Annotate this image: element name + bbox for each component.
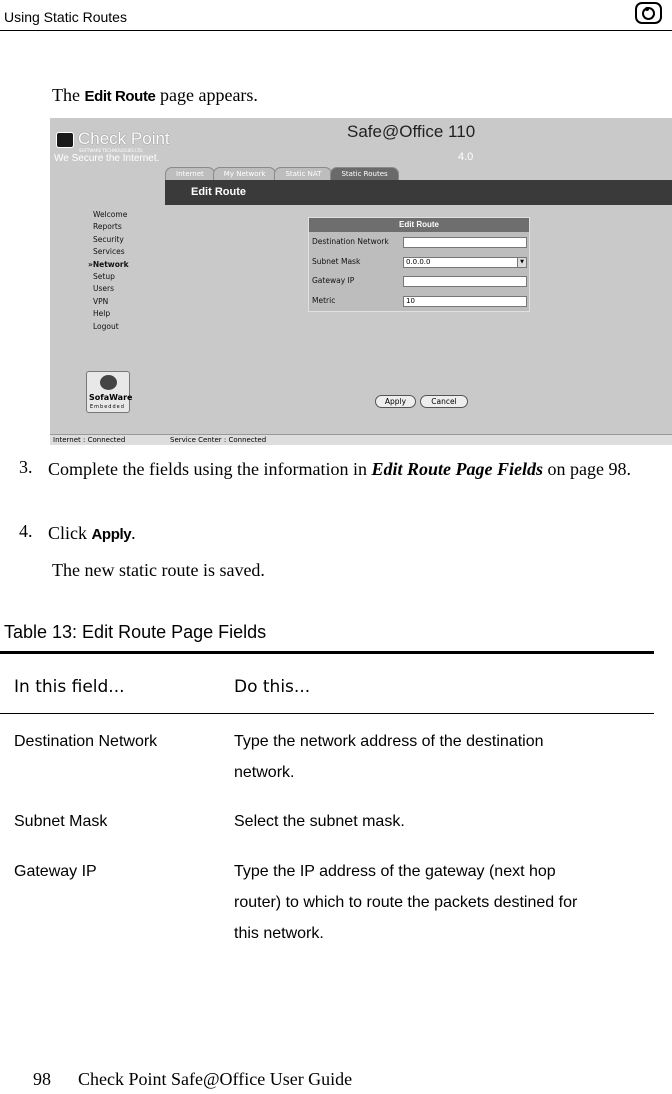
tab-bar	[165, 167, 397, 181]
gateway-ip-label: Gateway IP	[312, 276, 355, 285]
subnet-mask-label: Subnet Mask	[312, 257, 361, 266]
cancel-button[interactable]: Cancel	[420, 395, 468, 408]
intro-paragraph: The Edit Route page appears.	[52, 85, 258, 105]
sofaware-logo	[86, 371, 133, 413]
table-cell-action: Type the network address of the destination network.	[234, 733, 544, 781]
footer-title: Check Point Safe@Office User Guide	[78, 1069, 353, 1089]
table-caption: Table 13: Edit Route Page Fields	[4, 622, 267, 642]
page-title: Edit Route	[191, 186, 246, 198]
running-header	[0, 0, 672, 31]
sidebar-item-vpn[interactable]: VPN	[93, 296, 109, 306]
service-center-status: Service Center : Connected	[170, 436, 267, 444]
sofaware-sub: Embedded	[90, 404, 125, 410]
table-cell-action: Type the IP address of the gateway (next hop router) to which to route the packets destined for this network.	[234, 863, 578, 942]
step-text: Complete the fields using the information in Edit Route Page Fields on page 98.	[48, 459, 631, 479]
internet-status: Internet : Connected	[53, 436, 126, 444]
check-point-icon	[56, 132, 74, 148]
tab-internet[interactable]: Internet	[165, 167, 215, 181]
gateway-ip-input[interactable]	[403, 276, 527, 287]
page-title-bar	[165, 180, 672, 205]
destination-network-label: Destination Network	[312, 237, 389, 246]
brand-name: Check Point	[78, 129, 170, 148]
table-cell-action: Select the subnet mask.	[234, 813, 405, 830]
apply-term: Apply	[91, 526, 132, 543]
brand-tagline: We Secure the Internet.	[54, 153, 160, 164]
step-result: The new static route is saved.	[52, 560, 265, 580]
page-number: 98	[33, 1069, 51, 1089]
sidebar-item-help[interactable]: Help	[93, 309, 111, 319]
sofaware-mascot-icon	[100, 375, 117, 390]
sidebar-item-reports[interactable]: Reports	[93, 222, 122, 232]
status-bar	[50, 434, 672, 445]
step-number: 3.	[19, 457, 33, 477]
tab-static-nat[interactable]: Static NAT	[274, 167, 332, 181]
product-name: Safe@Office 110	[347, 122, 476, 141]
page-footer	[33, 1069, 352, 1090]
subnet-mask-select[interactable]: 0.0.0.0 ▼	[403, 257, 527, 268]
intro-page-name: Edit Route	[84, 88, 156, 105]
form-title: Edit Route	[309, 218, 529, 232]
apply-button[interactable]: Apply	[375, 395, 416, 408]
sidebar-item-network[interactable]: »Network	[88, 259, 129, 269]
product-version: 4.0	[458, 151, 474, 163]
header-title: Using Static Routes	[4, 9, 127, 25]
sidebar-item-services[interactable]: Services	[93, 247, 125, 257]
metric-label: Metric	[312, 296, 336, 305]
edit-route-form	[308, 217, 530, 312]
check-point-logo-icon	[635, 2, 662, 24]
sidebar-item-logout[interactable]: Logout	[93, 321, 119, 331]
sidebar-item-setup[interactable]: Setup	[93, 272, 115, 282]
step-text: Click Apply.	[48, 523, 136, 543]
destination-network-input[interactable]	[403, 237, 527, 248]
cross-reference-link[interactable]: Edit Route Page Fields	[371, 459, 543, 479]
sidebar-nav	[88, 209, 129, 333]
tab-static-routes[interactable]: Static Routes	[330, 167, 398, 181]
sofaware-name: SofaWare	[89, 393, 133, 402]
sidebar-item-welcome[interactable]: Welcome	[93, 210, 128, 219]
tab-my-network[interactable]: My Network	[213, 167, 277, 181]
chevron-down-icon: ▼	[517, 258, 526, 267]
active-marker-icon: »	[88, 259, 93, 269]
sidebar-item-users[interactable]: Users	[93, 284, 115, 294]
edit-route-screenshot	[50, 118, 672, 445]
table-cell-field: Gateway IP	[14, 863, 97, 880]
table-cell-field: Destination Network	[14, 733, 158, 750]
brand-sub: SOFTWARE TECHNOLOGIES LTD.	[79, 148, 144, 153]
table-cell-field: Subnet Mask	[14, 813, 108, 830]
table-header-rule	[0, 713, 654, 714]
metric-input[interactable]: 10	[403, 296, 527, 307]
step-number: 4.	[19, 521, 33, 541]
table-top-rule	[0, 651, 654, 654]
column-header-action: Do this...	[234, 677, 311, 697]
sidebar-item-security[interactable]: Security	[93, 234, 124, 244]
column-header-field: In this field...	[14, 677, 125, 697]
